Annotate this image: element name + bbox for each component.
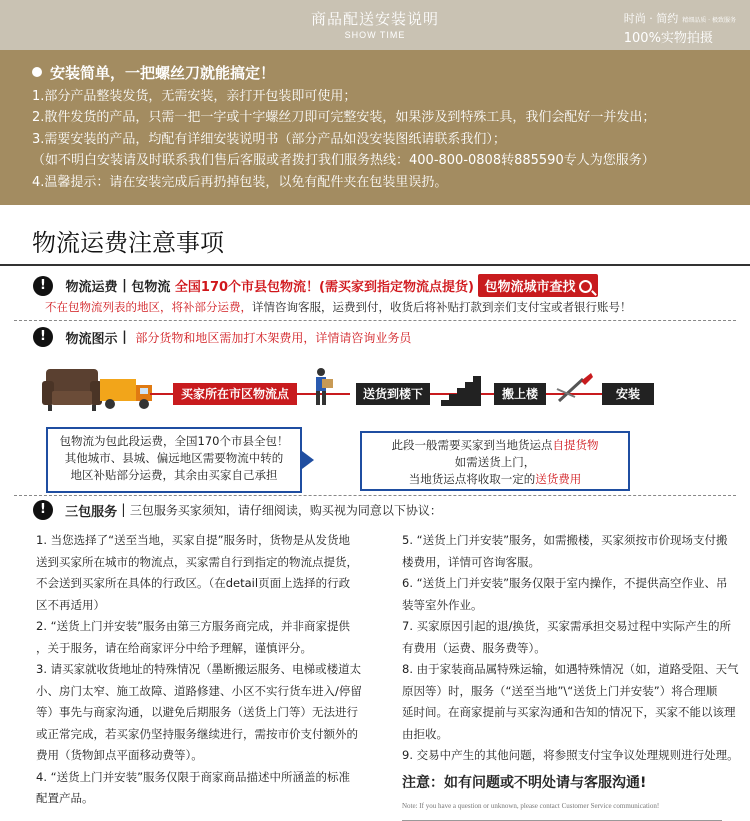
term-line: 5. “送货上门并安装”服务，如需搬楼，买家须按市价现场支付搬 <box>402 533 728 547</box>
term-line: 原因等）时，服务（“送至当地”\“送货上门并安装”）将合理顺 <box>402 683 718 698</box>
city-search-button[interactable] <box>478 274 598 297</box>
diagram-label: 物流图示 <box>65 331 118 347</box>
separator: | <box>122 278 127 293</box>
search-icon <box>579 280 592 293</box>
term-line: 3. 请买家就收货地址的特殊情况（墨断搬运服务、电梯或楼道太 <box>36 662 362 676</box>
fee-row <box>0 266 750 296</box>
fee-note-red: 不在包物流列表的地区，将补部分运费， <box>45 300 252 314</box>
slogan-small: 精细品质 · 极致服务 <box>682 17 736 24</box>
exclamation-icon: ! <box>33 276 53 296</box>
box1-line: 其他城市、县城、偏远地区需要物流中转的 <box>64 451 284 465</box>
term-line: 装等室外作业。 <box>402 597 483 612</box>
screwdriver-icon <box>555 371 595 407</box>
free-shipping-info-box <box>46 427 302 493</box>
install-line: 2.散件发货的产品，只需一把一字或十字螺丝刀即可完整安装，如果涉及到特殊工具，我们会配好一并发出； <box>32 110 656 125</box>
term-line: 送到买家所在城市的物流点，买家需自行到指定的物流点提货， <box>36 554 358 569</box>
term-line: 配置产品。 <box>36 791 94 805</box>
step-deliver-downstairs: 送货到楼下 <box>356 383 430 405</box>
term-line: 有费用（运费、服务费等）。 <box>402 640 546 655</box>
term-line: 由拒收。 <box>402 726 448 741</box>
service-terms <box>0 526 750 821</box>
install-line: （如不明白安装请及时联系我们售后客服或者拨打我们服务热线：400-800-0808转885590专人为您服务） <box>32 153 655 168</box>
term-line: 4. “送货上门并安装”服务仅限于商家商品描述中所涵盖的标准 <box>36 769 351 784</box>
diagram-note: 部分货物和地区需加打木架费用，详情请咨询业务员 <box>135 330 412 345</box>
service-note: 三包服务买家须知，请仔细阅读，购买视为同意以下协议： <box>129 503 442 518</box>
term-line: 9. 交易中产生的其他问题，将参照支付宝争议处理规则进行处理。 <box>402 748 739 762</box>
box2-line3: 当地货运点将收取一定的送货费用 <box>408 472 582 486</box>
step-logistics-point: 买家所在市区物流点 <box>173 383 297 405</box>
notice-english: Note: If you have a question or unknown, please contact Customer Service communication! <box>402 802 660 810</box>
delivery-person-icon <box>308 367 334 407</box>
logistics-flow-diagram <box>0 347 750 493</box>
term-line: 等）事先与商家沟通，以避免后期服务（送货上门等）无法进行 <box>36 705 358 719</box>
box1-line: 包物流为包此段运费，全国170个市县全包！ <box>59 434 289 448</box>
term-line: 8. 由于家装商品属特殊运输，如遇特殊情况（如，道路受阻、天气 <box>402 662 739 676</box>
bullet-icon <box>32 67 42 77</box>
step-carry-upstairs: 搬上楼 <box>494 383 546 405</box>
term-line: 延时间。在商家提前与买家沟通和告知的情况下，买家不能以该理 <box>402 705 736 719</box>
term-line: 不会送到买家所在具体的行政区。（在detail页面上选择的行政 <box>36 576 351 590</box>
truck-icon <box>100 375 154 411</box>
install-line: 3.需要安装的产品，均配有详细安装说明书（部分产品如没安装图纸请联系我们）； <box>32 131 506 147</box>
term-line: 1. 当您选择了“送至当地，买家自提”服务时，货物是从发货地 <box>36 533 351 547</box>
logistics-title: 物流运费注意事项 <box>32 229 224 257</box>
fee-note-rest: 详情咨询客服，运费到付，收货后将补贴打款到亲们支付宝或者银行账号！ <box>252 300 632 314</box>
page-title: 商品配送安装说明 <box>310 10 439 28</box>
stairs-icon <box>441 372 481 406</box>
slogan-line1: 时尚 · 简约 <box>623 12 679 25</box>
install-heading <box>32 63 750 85</box>
service-label: 三包服务 <box>65 504 118 520</box>
install-section <box>0 50 750 205</box>
terms-right-column <box>402 530 747 821</box>
term-line: 小、房门太窄、施工故障、道路修建、小区不实行货车进入/停留 <box>36 683 362 698</box>
notice-text: 注意：如有问题或不明处请与客服沟通! <box>402 774 647 791</box>
term-line: 或正常完成，若买家仍坚持服务继续进行，需按市价支付额外的 <box>36 726 358 741</box>
term-line: 6. “送货上门并安装”服务仅限于室内操作，不提供高空作业、吊 <box>402 576 728 590</box>
fee-red-text: 全国170个市县包物流！(需买家到指定物流点提货) <box>174 280 474 295</box>
city-search-label: 包物流城市查找 <box>484 280 576 295</box>
slogan-line2: 100%实物拍摄 <box>623 31 713 46</box>
term-line: 费用（货物卸点平面移动费等）。 <box>36 748 203 762</box>
diagram-row: ! 物流图示 | 部分货物和地区需加打木架费用，详情请咨询业务员 <box>0 321 750 347</box>
term-line: ，关于服务，请在给商家评分中给予理解，谨慎评分。 <box>36 640 312 655</box>
box2-line2: 如需送货上门， <box>454 455 536 469</box>
notice-underline <box>402 820 722 821</box>
fee-label: 物流运费 <box>65 280 118 295</box>
service-row: ! 三包服务 | 三包服务买家须知，请仔细阅读，购买视为同意以下协议： <box>0 496 750 526</box>
exclamation-icon: ! <box>33 327 53 347</box>
pickup-info-box <box>360 431 630 491</box>
term-line: 7. 买家原因引起的退/换货，买家需承担交易过程中实际产生的所 <box>402 619 731 633</box>
fee-label2: 包物流 <box>131 280 171 295</box>
term-line: 2. “送货上门并安装”服务由第三方服务商完成，并非商家提供 <box>36 619 351 633</box>
fee-note <box>0 296 750 318</box>
step-install: 安装 <box>602 383 654 405</box>
box1-line: 地区补贴部分运费，其余由买家自己承担 <box>70 468 278 482</box>
term-line: 区不再适用） <box>36 597 105 612</box>
terms-left-column <box>36 530 386 821</box>
term-line: 楼费用，详情可咨询客服。 <box>402 554 540 569</box>
page-subtitle: SHOW TIME <box>344 30 406 40</box>
box2-line1: 此段一般需要买家到当地货运点自提货物 <box>391 438 599 452</box>
header-banner <box>0 0 750 50</box>
exclamation-icon: ! <box>33 500 53 520</box>
sofa-icon <box>42 365 102 413</box>
install-line: 1.部分产品整装发货，无需安装，亲打开包装即可使用； <box>32 88 357 104</box>
header-slogan <box>624 10 736 46</box>
install-heading-text: 安装简单，一把螺丝刀就能搞定！ <box>50 64 276 82</box>
install-line: 4.温馨提示：请在安装完成后再扔掉包装，以免有配件夹在包装里误扔。 <box>32 174 448 190</box>
